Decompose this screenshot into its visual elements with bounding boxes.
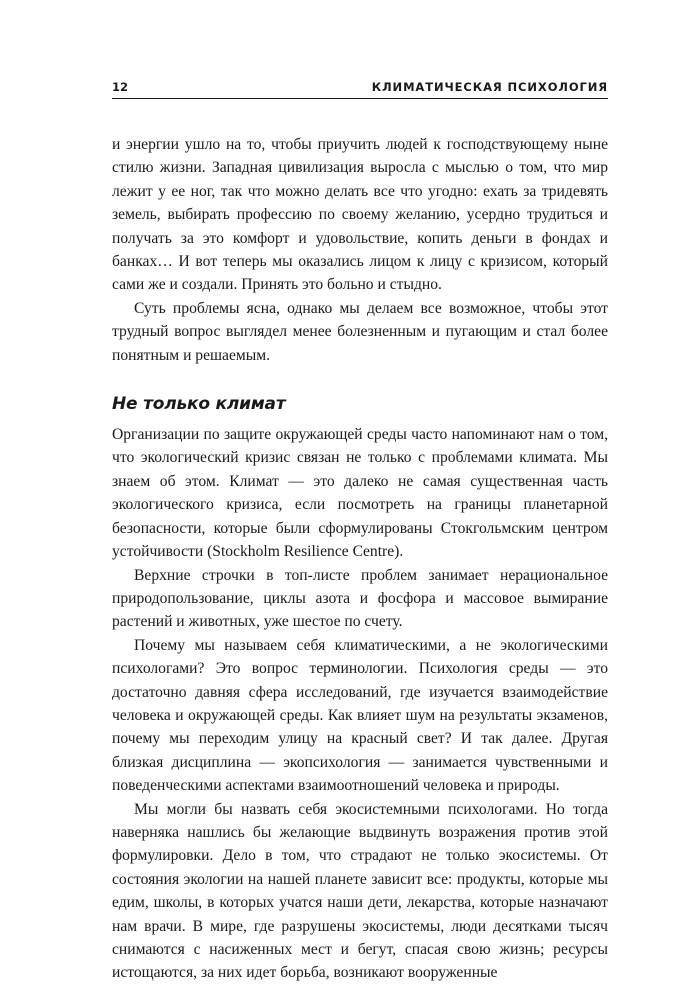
book-page <box>112 80 608 985</box>
paragraph: Почему мы называем себя климатическими, а не экологическими психологами? Это вопрос терминологии. Психология среды — это достаточно давняя сфера исследований, где изучается взаимодействие человека и окружающей среды. Как влияет шум на результаты экзаменов, почему мы переходим улицу на красный свет? И так далее. Другая близкая дисциплина — экопсихология — занимается чувственными и поведенческими аспектами взаимоотношений человека и природы. <box>112 636 608 795</box>
paragraph-continued: и энергии ушло на то, чтобы приучить людей к господствующему ныне стилю жизни. Западная цивилизация выросла с мыслью о том, что мир лежит у ее ног, так что можно делать все что угодно: ехать за тридевять земель, выбирать профессию по своему желанию, усердно трудиться и получать за это комфорт и удовольствие, копить деньги в фондах и банках… И вот теперь мы оказались лицом к лицу с кризисом, который сами же и создали. Принять это больно и стыдно. <box>112 136 608 294</box>
running-title: КЛИМАТИЧЕСКАЯ ПСИХОЛОГИЯ <box>371 80 608 94</box>
paragraph: Организации по защите окружающей среды часто напоминают нам о том, что экологический кризис связан не только с проблемами климата. Мы знаем об этом. Климат — это далеко не самая существенная часть экологического кризиса, если посмотреть на границы планетарной безопасности, которые были сформулированы Стокгольмским центром устойчивости (Stockholm Resilience Centre). <box>112 426 608 561</box>
paragraph: Мы могли бы назвать себя экосистемными психологами. Но тогда наверняка нашлись бы желающие выдвинуть возражения против этой формулировки. Дело в том, что страдают не только экосистемы. От состояния экологии на нашей планете зависит все: продукты, которые мы едим, школы, в которых учатся наши дети, лекарства, которые назначают нам врачи. В мире, где разрушены экосистемы, люди десятками тысяч снимаются с насиженных мест и бегут, спасая свою жизнь; ресурсы истощаются, за них идет борьба, возникают вооруженные <box>112 800 608 982</box>
running-head <box>112 80 608 99</box>
body-text <box>112 133 608 985</box>
paragraph: Верхние строчки в топ-листе проблем занимает нерациональное природопользование, циклы азота и фосфора и массовое вымирание растений и животных, уже шестое по счету. <box>112 566 608 631</box>
section-heading: Не только климат <box>112 394 286 415</box>
page-number: 12 <box>112 80 129 94</box>
paragraph: Суть проблемы ясна, однако мы делаем все возможное, чтобы этот трудный вопрос выглядел менее болезненным и пугающим и стал более понятным и решаемым. <box>112 299 608 364</box>
